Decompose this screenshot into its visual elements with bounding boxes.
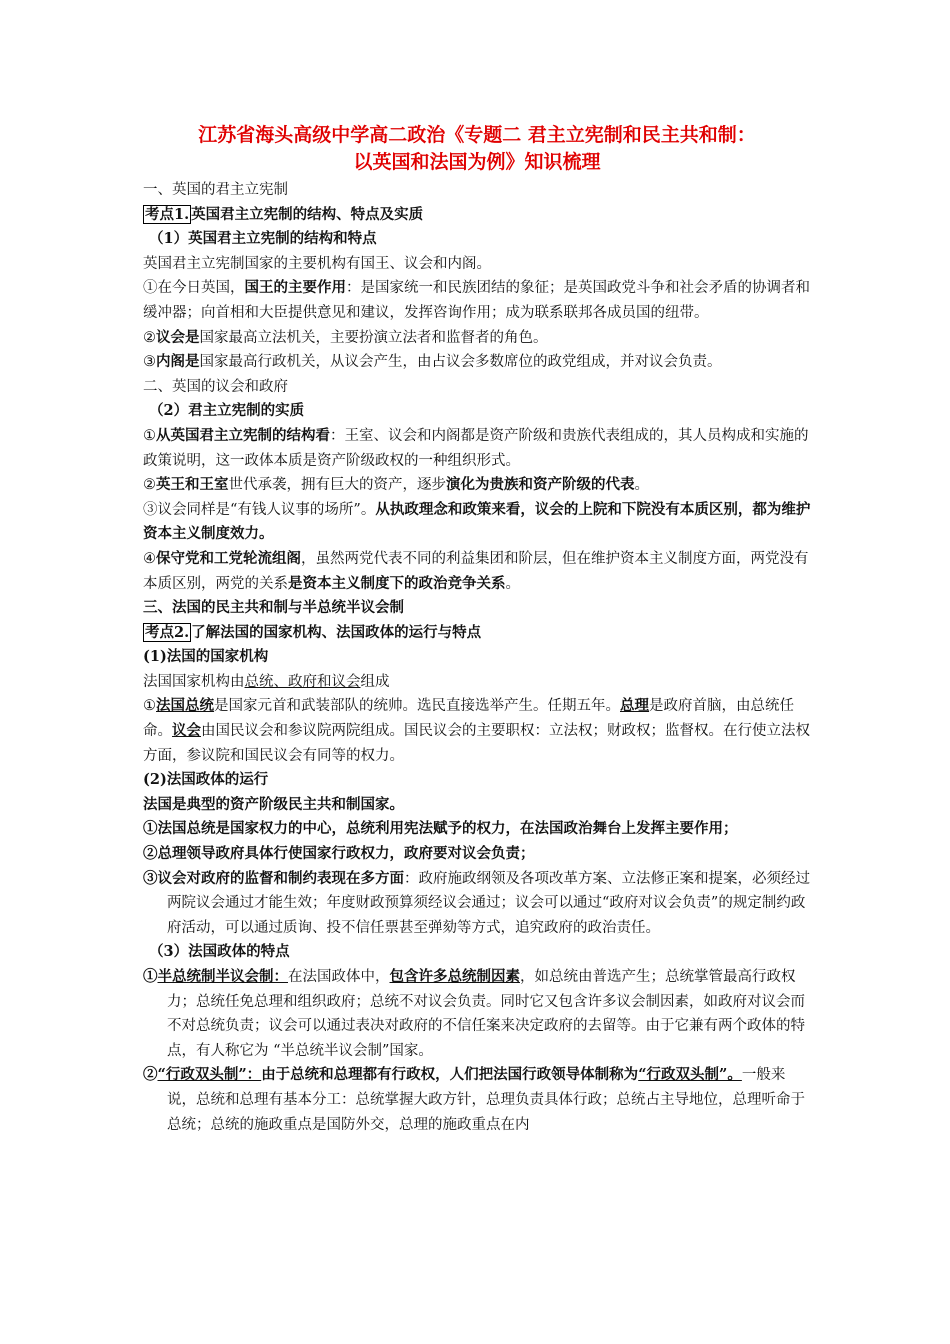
title-line-2: 以英国和法国为例》知识梳理 xyxy=(353,151,601,173)
text-run-bold: ③议会对政府的监督和制约表现在多方面 xyxy=(143,869,404,887)
text-run: 一般来说，总统和总理有基本分工：总统掌握大政方针，总理负责具体行政；总统占主导地位，总理听命于总统；总统的施政重点是国防外交，总理的施政重点在内 xyxy=(167,1067,805,1133)
paragraph xyxy=(143,498,811,547)
text-run: 在法国政体中， xyxy=(288,969,390,985)
text-run-bold: 国王的主要作用 xyxy=(244,279,346,297)
paragraph: 法国是典型的资产阶级民主共和制国家。 xyxy=(143,795,404,813)
document-title xyxy=(143,122,811,176)
section-heading-1: 一、英国的君主立宪制 xyxy=(143,182,288,198)
text-run-bold: 从英国君主立宪制的结构看 xyxy=(156,426,330,444)
text-run-bold-underline: “行政双头制”： xyxy=(157,1066,262,1084)
text-run-bold-underline: “行政双头制”。 xyxy=(638,1066,742,1084)
text-run-bold: 保守党和工党轮流组阁 xyxy=(156,549,301,567)
text-run: ：王室、议会和内阁都是资产阶级和贵族代表组成的，其人员构成和实施的政策说明，这一政体本质是资产阶级政权的一种组织形式。 xyxy=(143,427,809,469)
paragraph xyxy=(143,1063,811,1137)
key-point-2-box: 考点2. xyxy=(145,623,190,641)
text-run-underline: 总统、政府和议会 xyxy=(244,673,361,690)
text-run: 是政府首脑，由总统任命。 xyxy=(143,698,794,740)
subheading-5: （3）法国政体的特点 xyxy=(149,943,290,961)
key-point-2 xyxy=(143,621,811,646)
text-run-bold: ② xyxy=(143,1066,158,1084)
paragraph: 英国君主立宪制国家的主要机构有国王、议会和内阁。 xyxy=(143,255,491,272)
text-run: ③议会同样是“有钱人议事的场所”。 xyxy=(143,501,376,518)
text-run: ③ xyxy=(143,354,156,371)
key-point-1-box: 考点1. xyxy=(145,205,190,223)
title-line-1: 江苏省海头高级中学高二政治《专题二 君主立宪制和民主共和制： xyxy=(198,124,756,146)
text-run-bold: 演化为贵族和资产阶级的代表 xyxy=(446,476,635,494)
paragraph xyxy=(143,424,811,473)
text-run: ① xyxy=(143,698,156,715)
text-run-bold-underline: 法国总统 xyxy=(156,697,214,715)
text-run: ② xyxy=(143,329,156,346)
text-run-bold-underline: 总理 xyxy=(620,697,649,715)
text-run: ① xyxy=(143,427,156,444)
text-run: 。 xyxy=(634,477,649,494)
key-point-2-text: 了解法国的国家机构、法国政体的运行与特点 xyxy=(191,623,482,641)
paragraph xyxy=(143,276,811,325)
section-heading-2: 二、英国的议会和政府 xyxy=(143,378,288,395)
text-run-bold: 内阁是 xyxy=(156,353,200,371)
text-run: ①在今日英国， xyxy=(143,280,245,297)
text-run-bold: 议会是 xyxy=(156,328,200,346)
text-run: 法国国家机构由 xyxy=(143,673,245,690)
text-run-bold-underline: 议会 xyxy=(172,722,201,740)
text-run-bold: ① xyxy=(143,968,158,985)
text-run: 世代承袭，拥有巨大的资产，逐步 xyxy=(228,477,446,494)
text-run-bold: 从执政理念和政策来看，议会的上院和下院没有本质区别，都为维护资本主义制度效力。 xyxy=(143,500,811,543)
document-page xyxy=(143,122,811,1137)
text-run: ：政府施政纲领及各项改革方案、立法修正案和提案，必须经过两院议会通过才能生效；年度财政预算须经议会通过；议会可以通过“政府对议会负责”的规定制约政府活动，可以通过质询、投不信任票甚至弹劾等方式，追究政府的政治责任。 xyxy=(167,870,810,936)
paragraph: ①法国总统是国家权力的中心，总统利用宪法赋予的权力，在法国政治舞台上发挥主要作用； xyxy=(143,820,738,838)
paragraph xyxy=(143,965,811,1063)
paragraph xyxy=(143,694,811,768)
paragraph: ②总理领导政府具体行使国家行政权力，政府要对议会负责； xyxy=(143,845,535,863)
text-run: 。 xyxy=(505,575,520,592)
text-run: 国家最高行政机关，从议会产生，由占议会多数席位的政党组成，并对议会负责。 xyxy=(199,354,722,371)
text-run: 组成 xyxy=(360,673,390,690)
paragraph xyxy=(143,670,811,695)
text-run: 国家最高立法机关，主要扮演立法者和监督者的角色。 xyxy=(199,329,548,346)
text-run: ，虽然两党代表不同的利益集团和阶层，但在维护资本主义制度方面，两党没有本质区别，两党的关系 xyxy=(143,550,809,592)
paragraph xyxy=(143,326,811,351)
paragraph xyxy=(143,350,811,375)
subheading-3: (1)法国的国家机构 xyxy=(143,648,269,666)
paragraph xyxy=(143,867,811,941)
subheading-1: （1）英国君主立宪制的结构和特点 xyxy=(149,230,377,248)
text-run-bold: 由于总统和总理都有行政权，人们把法国行政领导体制称为 xyxy=(261,1066,639,1084)
text-run: 是国家元首和武装部队的统帅。选民直接选举产生。任期五年。 xyxy=(214,698,620,715)
section-heading-3: 三、法国的民主共和制与半总统半议会制 xyxy=(143,599,404,617)
subheading-2: （2）君主立宪制的实质 xyxy=(149,402,305,420)
text-run-bold: 是资本主义制度下的政治竞争关系 xyxy=(288,574,506,592)
text-run-bold: 英王和王室 xyxy=(156,476,229,494)
paragraph xyxy=(143,547,811,596)
paragraph xyxy=(143,473,811,498)
text-run: ：是国家统一和民族团结的象征；是英国政党斗争和社会矛盾的协调者和缓冲器；向首相和大臣提供意见和建议，发挥咨询作用；成为联系联邦各成员国的纽带。 xyxy=(143,280,810,321)
text-run: ④ xyxy=(143,550,156,567)
text-run: ② xyxy=(143,477,156,494)
subheading-4: (2)法国政体的运行 xyxy=(143,771,269,789)
key-point-1-text: 英国君主立宪制的结构、特点及实质 xyxy=(191,205,424,223)
text-run-bold-underline: 包含许多总统制因素 xyxy=(389,968,520,985)
key-point-1 xyxy=(143,203,811,228)
text-run-bold-underline: 半总统制半议会制： xyxy=(157,968,288,985)
text-run: 由国民议会和参议院两院组成。国民议会的主要职权：立法权；财政权；监督权。在行使立法权方面，参议院和国民议会有同等的权力。 xyxy=(143,723,810,764)
text-run: ，如总统由普选产生；总统掌管最高行政权力；总统任免总理和组织政府；总统不对议会负责。同时它又包含许多议会制因素，如政府对议会而不对总统负责；议会可以通过表决对政府的不信任案来决定政府的去留等。由于它兼有两个政体的特点，有人称它为 “半总统半议会制”国家。 xyxy=(167,969,805,1059)
